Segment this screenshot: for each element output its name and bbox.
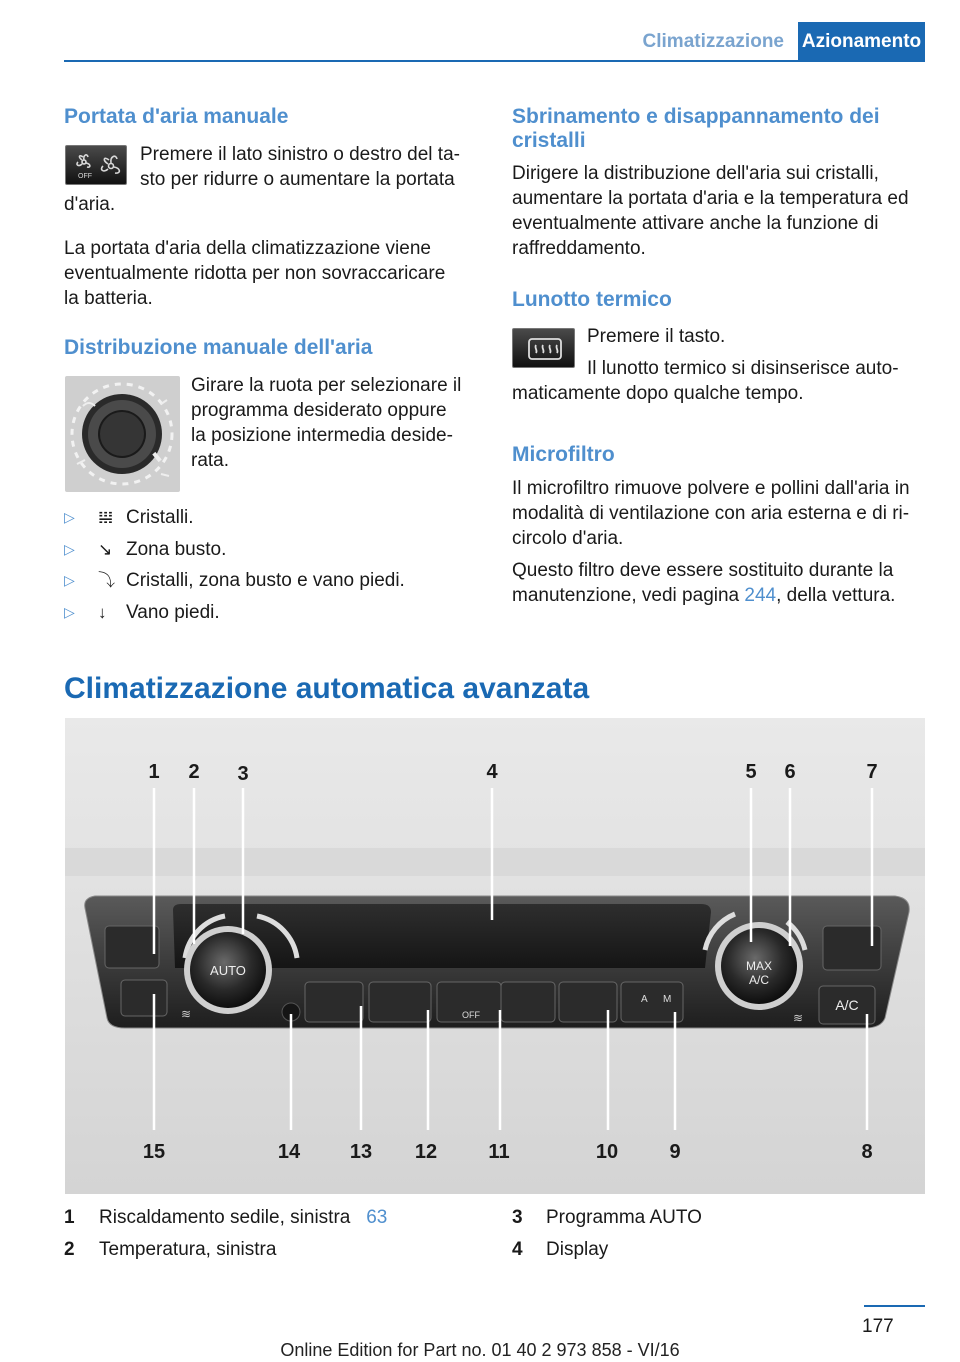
callout-10: 10: [595, 1141, 619, 1163]
distribution-text-3: la posizione intermedia deside-: [191, 425, 453, 446]
callout-12: 12: [414, 1141, 438, 1163]
svg-text:≋: ≋: [181, 1007, 192, 1021]
triangle-bullet-icon: ▷: [64, 509, 75, 525]
distribution-text-2: programma desiderato oppure: [191, 400, 447, 421]
defrost-text-3: eventualmente attivare anche la funzione di: [512, 213, 879, 234]
page-link[interactable]: 63: [366, 1207, 388, 1228]
microfilter-text-5: manutenzione, vedi pagina 244, della vettura.: [512, 585, 896, 606]
callout-13: 13: [349, 1141, 373, 1163]
triangle-bullet-icon: ▷: [64, 540, 75, 557]
callout-1: 1: [148, 761, 160, 783]
defrost-text-4: raffreddamento.: [512, 238, 646, 259]
header-section[interactable]: Climatizzazione: [642, 31, 784, 52]
svg-text:A/C: A/C: [748, 973, 770, 987]
callout-9: 9: [669, 1141, 681, 1163]
defrost-text-2: aumentare la portata d'aria e la temperatura ed: [512, 188, 909, 209]
defrost-text-1: Dirigere la distribuzione dell'aria sui cristalli,: [512, 163, 879, 184]
footwell-icon: ↓: [98, 602, 107, 622]
all-zones-icon: ⤵: [98, 571, 115, 590]
rear-window-heat-icon: [512, 328, 575, 368]
callout-8: 8: [861, 1141, 873, 1163]
header-tab-active[interactable]: Azionamento: [798, 22, 925, 62]
svg-text:MAX: MAX: [745, 959, 773, 973]
legend-num: 2: [64, 1239, 75, 1260]
heading-microfilter: Microfiltro: [512, 443, 615, 466]
air-flow-text-2: sto per ridurre o aumentare la portata: [140, 169, 455, 190]
footer-rule: [864, 1305, 925, 1307]
svg-text:OFF: OFF: [462, 1010, 480, 1020]
rear-window-text-1: Premere il tasto.: [587, 326, 726, 347]
list-item: ▷ ↘ Zona busto.: [64, 538, 227, 560]
heading-defrost-1: Sbrinamento e disappannamento dei: [512, 105, 880, 128]
list-item: ▷ ⤵ Cristalli, zona busto e vano piedi.: [64, 570, 405, 591]
triangle-bullet-icon: ▷: [64, 572, 75, 588]
legend-text: Programma AUTO: [546, 1207, 702, 1228]
callout-4: 4: [486, 761, 498, 783]
heading-rear-window: Lunotto termico: [512, 288, 672, 311]
callout-3: 3: [237, 763, 249, 785]
legend-text: Riscaldamento sedile, sinistra 63: [99, 1207, 388, 1228]
heading-defrost-2: cristalli: [512, 129, 586, 152]
legend-num: 3: [512, 1207, 523, 1228]
triangle-bullet-icon: ▷: [64, 603, 75, 620]
air-flow-text-3: d'aria.: [64, 194, 116, 215]
air-flow-note-2: eventualmente ridotta per non sovraccaricare: [64, 263, 446, 284]
air-flow-note-1: La portata d'aria della climatizzazione viene: [64, 238, 431, 259]
fan-button-icon: [65, 145, 127, 185]
legend-text: Display: [546, 1239, 609, 1260]
legend-text: Temperatura, sinistra: [99, 1239, 277, 1260]
svg-text:≋: ≋: [793, 1011, 804, 1025]
distribution-text-4: rata.: [191, 450, 230, 471]
microfilter-text-4: Questo filtro deve essere sostituito durante la: [512, 560, 894, 581]
microfilter-text-3: circolo d'aria.: [512, 528, 624, 549]
section-title: Climatizzazione automatica avanzata: [64, 672, 590, 705]
climate-panel-photo: [65, 718, 925, 1194]
microfilter-text-2: modalità di ventilazione con aria esterna e di ri-: [512, 503, 910, 524]
callout-7: 7: [866, 761, 878, 783]
heading-air-flow: Portata d'aria manuale: [64, 105, 289, 128]
microfilter-text-1: Il microfiltro rimuove polvere e pollini dall'aria in: [512, 478, 910, 499]
callout-6: 6: [784, 761, 796, 783]
distribution-list: [64, 505, 484, 631]
page-number: 177: [862, 1316, 894, 1337]
air-flow-note-3: la batteria.: [64, 288, 153, 309]
windshield-icon: 𝍐: [98, 508, 114, 527]
rear-window-text-3: maticamente dopo qualche tempo.: [512, 383, 804, 404]
upper-body-icon: ↘: [98, 539, 113, 559]
svg-text:AUTO: AUTO: [210, 963, 246, 978]
list-item: ▷ 𝍐 Cristalli.: [64, 507, 194, 528]
air-flow-text-1: Premere il lato sinistro o destro del ta-: [140, 144, 460, 165]
callout-15: 15: [142, 1141, 166, 1163]
distribution-text-1: Girare la ruota per selezionare il: [191, 375, 462, 396]
legend-num: 1: [64, 1207, 75, 1228]
air-distribution-dial-icon: [65, 376, 180, 492]
svg-text:A/C: A/C: [835, 997, 859, 1013]
svg-text:OFF: OFF: [78, 173, 92, 180]
callout-14: 14: [277, 1141, 301, 1163]
page-header: [64, 22, 925, 62]
callout-2: 2: [188, 761, 200, 783]
svg-text:A: A: [641, 994, 648, 1005]
svg-text:M: M: [663, 994, 672, 1005]
legend-num: 4: [512, 1239, 523, 1260]
rear-window-text-2: Il lunotto termico si disinserisce auto-: [587, 358, 899, 379]
callout-5: 5: [745, 761, 757, 783]
edition-line: Online Edition for Part no. 01 40 2 973 858 - VI/16: [280, 1340, 680, 1360]
callout-11: 11: [488, 1141, 510, 1163]
list-item: ▷ ↓ Vano piedi.: [64, 601, 220, 623]
heading-distribution: Distribuzione manuale dell'aria: [64, 336, 373, 359]
page-link[interactable]: 244: [744, 585, 777, 606]
